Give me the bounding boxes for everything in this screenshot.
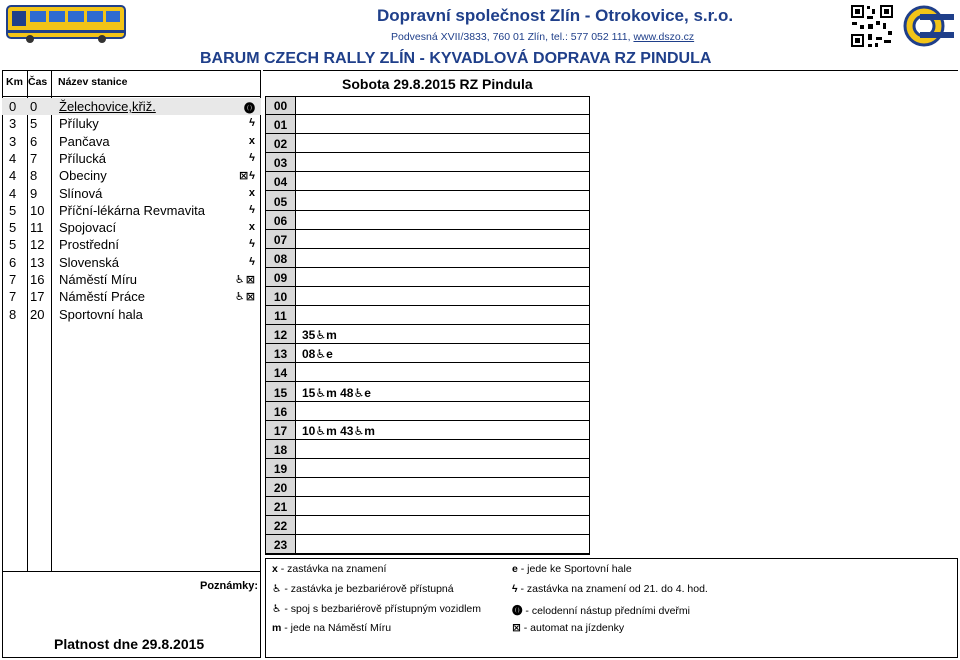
hour-label: 17 xyxy=(273,423,288,438)
legend-text: - zastávka je bezbariérově přístupná xyxy=(281,583,454,595)
timetable-row xyxy=(265,115,590,134)
legend-item xyxy=(272,603,481,615)
legend-symbol: ♿ xyxy=(272,583,282,595)
legend-text: - jede na Náměstí Míru xyxy=(281,622,392,634)
stop-symbols: ♿⊠ xyxy=(234,291,256,304)
stop-km: 4 xyxy=(9,185,17,201)
hour-label: 21 xyxy=(273,500,288,515)
stop-symbols: ϟ xyxy=(249,151,256,164)
stop-time: 5 xyxy=(30,116,38,132)
timetable-row xyxy=(265,192,590,211)
timetable-row xyxy=(265,96,590,115)
timetable-row xyxy=(265,306,590,325)
stop-name: Přílucká xyxy=(59,150,106,166)
timetable-row xyxy=(265,535,590,554)
timetable-row xyxy=(265,478,590,497)
timetable-row xyxy=(265,249,590,268)
stop-km: 7 xyxy=(9,289,17,305)
stop-time: 0 xyxy=(30,99,38,114)
stop-row xyxy=(2,150,261,167)
timetable-row xyxy=(265,459,590,478)
stop-row xyxy=(2,115,261,132)
hour-label: 08 xyxy=(273,251,288,266)
hour-label: 18 xyxy=(273,442,288,457)
timetable-row xyxy=(265,383,590,402)
qr-code-icon[interactable] xyxy=(850,4,894,48)
hour-label: 03 xyxy=(273,156,288,171)
legend-item xyxy=(512,583,708,595)
stop-row xyxy=(2,185,261,202)
stop-km: 4 xyxy=(9,150,17,166)
hour-label: 23 xyxy=(273,538,288,553)
stop-time: 16 xyxy=(30,272,45,287)
timetable-row xyxy=(265,497,590,516)
header-divider xyxy=(2,96,261,97)
departure-minutes: 10♿m 43♿m xyxy=(302,423,375,438)
legend-text: - zastávka na znamení xyxy=(277,563,387,575)
legend-item xyxy=(512,622,624,634)
header-cas: Čas xyxy=(28,76,48,88)
hour-label: 04 xyxy=(273,175,288,190)
stop-row xyxy=(2,306,261,323)
company-name: Dopravní společnost Zlín - Otrokovice, s.r.o. xyxy=(377,6,734,25)
stop-symbols: ϟ xyxy=(249,117,256,130)
legend-text: - celodenní nástup předními dveřmi xyxy=(522,605,691,617)
stop-symbols: x xyxy=(248,221,256,234)
stop-symbols: x xyxy=(248,186,256,199)
validity-date: Platnost dne 29.8.2015 xyxy=(54,636,205,652)
hour-label: 10 xyxy=(273,290,288,304)
hour-label: 16 xyxy=(273,404,288,419)
stop-row xyxy=(2,202,261,219)
stop-name: Sportovní hala xyxy=(59,306,143,322)
stop-name: Příční-lékárna Revmavita xyxy=(59,202,205,218)
stop-name: Náměstí Míru xyxy=(59,272,138,287)
stop-km: 4 xyxy=(9,168,17,184)
stop-row xyxy=(2,219,261,236)
timetable-row xyxy=(265,211,590,230)
timetable-row xyxy=(265,402,590,421)
legend-text: - zastávka na znamení od 21. do 4. hod. xyxy=(517,583,708,595)
legend-text: - jede ke Sportovní hale xyxy=(517,563,632,575)
stop-km: 5 xyxy=(9,220,17,236)
legend-symbol: ⊠ xyxy=(512,622,521,634)
stop-time: 9 xyxy=(30,185,38,201)
stop-km: 0 xyxy=(9,99,17,114)
stop-row xyxy=(2,254,261,271)
address-text: Podvesná XVII/3833, 760 01 Zlín, tel.: 577 052 111, xyxy=(391,31,631,43)
timetable-row xyxy=(265,172,590,191)
company-address xyxy=(391,31,694,43)
legend-symbol: ϟ xyxy=(512,583,518,595)
stop-km: 6 xyxy=(9,254,17,270)
timetable-row xyxy=(265,363,590,382)
timetable-row xyxy=(265,440,590,459)
timetable-row xyxy=(265,421,590,440)
timetable-row xyxy=(265,344,590,363)
timetable-row xyxy=(265,230,590,249)
hour-label: 19 xyxy=(273,461,288,476)
stop-name: Prostřední xyxy=(59,237,119,253)
line-title: BARUM CZECH RALLY ZLÍN - KYVADLOVÁ DOPRAVA RZ PINDULA xyxy=(200,50,712,67)
timetable-row xyxy=(265,516,590,535)
stop-row xyxy=(2,133,261,150)
hour-label: 12 xyxy=(273,328,288,343)
legend-item xyxy=(272,563,386,575)
website-link[interactable]: www.dszo.cz xyxy=(633,31,695,43)
stop-km: 3 xyxy=(9,133,17,149)
timetable-row xyxy=(265,153,590,172)
stop-row xyxy=(2,271,261,288)
legend-symbol: ⓿ xyxy=(512,605,523,617)
stop-km: 7 xyxy=(9,272,17,287)
departure-minutes: 15♿m 48♿e xyxy=(302,385,371,400)
legend-item xyxy=(512,603,690,618)
header-km: Km xyxy=(6,76,23,88)
bus-logo-icon xyxy=(6,4,128,44)
stop-symbols: ϟ xyxy=(249,238,256,251)
stop-time: 13 xyxy=(30,254,45,270)
stop-name: Slínová xyxy=(59,185,103,201)
stop-name: Slovenská xyxy=(59,254,119,270)
hour-label: 02 xyxy=(273,137,288,152)
stop-name: Pančava xyxy=(59,133,110,149)
header-name: Název stanice xyxy=(58,76,128,88)
hour-label: 06 xyxy=(273,213,288,228)
legend-item xyxy=(272,622,391,634)
stop-km: 5 xyxy=(9,202,17,218)
hour-label: 00 xyxy=(273,99,288,113)
stop-symbols: ϟ xyxy=(249,203,256,216)
legend-symbol: x xyxy=(272,563,278,575)
stop-time: 10 xyxy=(30,202,45,218)
timetable-row xyxy=(265,268,590,287)
hour-label: 20 xyxy=(273,481,288,495)
stop-name: Želechovice,křiž. xyxy=(59,99,156,114)
legend-item xyxy=(272,583,454,595)
stop-row xyxy=(2,236,261,253)
hour-label: 07 xyxy=(273,232,288,247)
stop-symbols: ⊠ϟ xyxy=(238,170,256,183)
stop-time: 7 xyxy=(30,150,38,166)
legend-symbol: e xyxy=(512,563,518,575)
timetable-title: Sobota 29.8.2015 RZ Pindula xyxy=(342,76,533,92)
stop-row xyxy=(2,167,261,184)
stop-row xyxy=(2,288,261,305)
hour-label: 22 xyxy=(273,519,288,534)
departure-minutes: 35♿m xyxy=(302,328,337,343)
legend-symbol: ♿ xyxy=(272,603,282,615)
hour-label: 11 xyxy=(274,309,287,324)
legend-item xyxy=(512,563,632,575)
hour-label: 09 xyxy=(273,270,288,285)
stop-time: 17 xyxy=(30,289,45,305)
stop-time: 6 xyxy=(30,133,38,149)
hour-label: 14 xyxy=(273,366,288,381)
hour-label: 05 xyxy=(273,194,288,209)
stop-symbols: ϟ xyxy=(249,255,256,268)
hour-label: 13 xyxy=(273,347,288,362)
stop-name: Spojovací xyxy=(59,220,117,236)
stop-km: 5 xyxy=(9,237,17,253)
timetable-row xyxy=(265,287,590,306)
stop-symbols: ♿⊠ xyxy=(234,274,256,286)
stop-time: 11 xyxy=(30,220,44,236)
stop-km: 8 xyxy=(9,306,17,322)
stop-symbols: x xyxy=(248,134,256,147)
hour-label: 15 xyxy=(273,385,288,400)
stop-km: 3 xyxy=(9,116,17,132)
legend-symbol: m xyxy=(272,622,282,634)
stop-time: 12 xyxy=(30,237,45,253)
stop-name: Příluky xyxy=(59,116,99,132)
stop-time: 8 xyxy=(30,168,38,184)
hour-label: 01 xyxy=(273,118,288,133)
stop-name: Obeciny xyxy=(59,168,107,184)
departure-minutes: 08♿e xyxy=(302,347,333,362)
timetable-row xyxy=(265,325,590,344)
stop-time: 20 xyxy=(30,306,45,322)
stop-symbols: ⓿ xyxy=(244,103,256,115)
timetable-row xyxy=(265,134,590,153)
stop-name: Náměstí Práce xyxy=(59,289,145,305)
legend-text: - spoj s bezbariérově přístupným vozidlem xyxy=(281,603,482,615)
dszo-logo-icon xyxy=(898,4,956,48)
stop-row xyxy=(2,98,261,115)
notes-label: Poznámky: xyxy=(200,580,259,592)
legend-text: - automat na jízdenky xyxy=(520,622,625,634)
